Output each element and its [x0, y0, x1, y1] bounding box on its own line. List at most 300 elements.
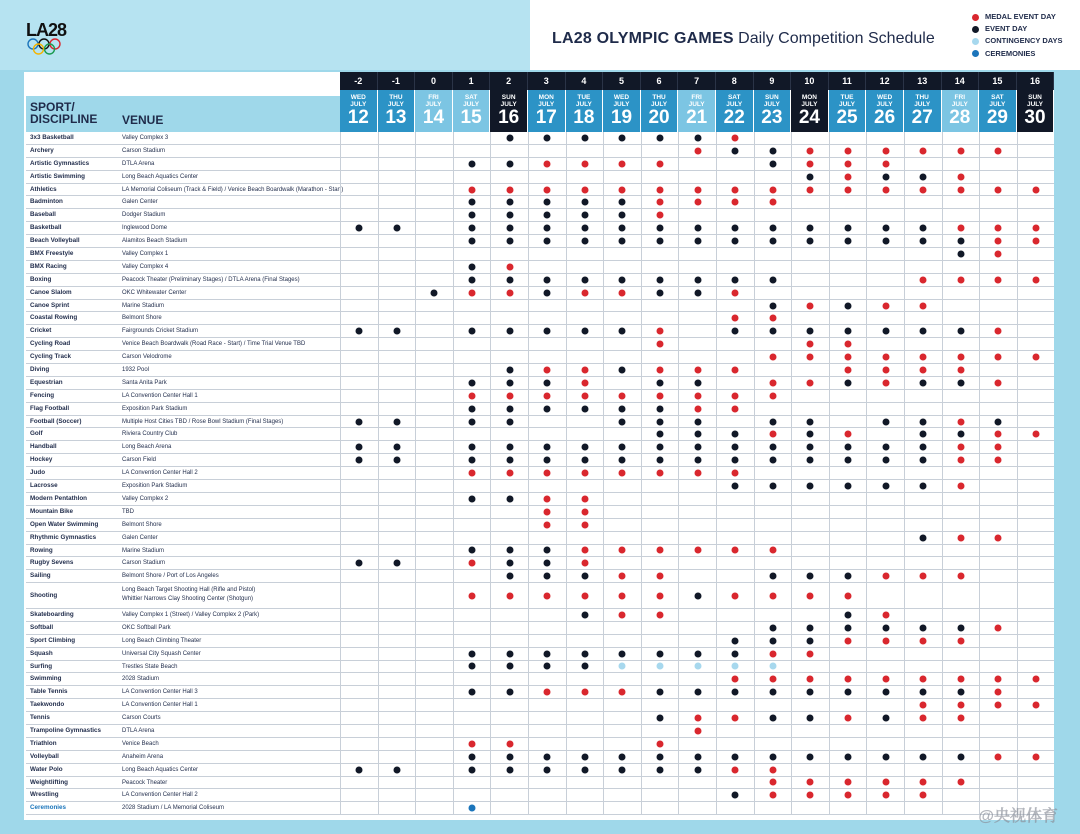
medal-event-dot [657, 740, 664, 747]
medal-event-dot [657, 186, 664, 193]
venue-name: Fairgrounds Cricket Stadium [122, 328, 199, 335]
table-row [26, 287, 1054, 300]
day-cell [641, 480, 679, 492]
day-cell [528, 145, 566, 157]
day-cell [566, 454, 604, 466]
day-cell [453, 661, 491, 673]
day-cell [528, 428, 566, 440]
date-cell [791, 90, 829, 132]
event-day-dot [619, 650, 626, 657]
day-cell [942, 764, 980, 776]
day-cell [490, 583, 528, 608]
day-cell [641, 428, 679, 440]
medal-event-dot [807, 186, 814, 193]
day-cell [566, 635, 604, 647]
sport-name: Football (Soccer) [30, 417, 82, 425]
medal-event-dot [694, 199, 701, 206]
day-cell [829, 802, 867, 814]
month-label: JULY [651, 101, 668, 108]
day-cell [566, 557, 604, 569]
day-cell [415, 686, 453, 698]
day-cell [1017, 480, 1055, 492]
day-cells [340, 661, 1054, 673]
venue-name: Marine Stadium [122, 302, 165, 309]
event-day-dot [807, 624, 814, 631]
day-cell [453, 351, 491, 363]
day-cell [1017, 325, 1055, 337]
venue-name: Long Beach Aquatics Center [122, 173, 199, 180]
day-cell [904, 184, 942, 196]
medal-event-dot [544, 521, 551, 528]
day-cell [641, 377, 679, 389]
weekday-label: SUN [764, 94, 779, 101]
event-day-dot [506, 560, 513, 567]
day-cell [603, 506, 641, 518]
day-cell [979, 403, 1017, 415]
day-cell [415, 209, 453, 221]
day-cell [904, 570, 942, 582]
day-cell [603, 364, 641, 376]
sport-name: Shooting [30, 592, 58, 600]
day-cell [378, 635, 416, 647]
day-cell [754, 557, 792, 569]
day-cell [490, 467, 528, 479]
day-cell [603, 712, 641, 724]
day-cell [829, 364, 867, 376]
day-cell [904, 441, 942, 453]
day-cell [340, 377, 378, 389]
day-cell [979, 622, 1017, 634]
day-cell [340, 699, 378, 711]
day-cell [791, 480, 829, 492]
day-cell [641, 467, 679, 479]
day-cell [603, 725, 641, 737]
sport-name: Fencing [30, 391, 55, 399]
venue-name: Galen Center [122, 534, 158, 541]
day-cell [453, 519, 491, 531]
day-cell [641, 145, 679, 157]
day-cell [340, 751, 378, 763]
event-day-dot [356, 418, 363, 425]
medal-event-dot [995, 379, 1002, 386]
day-cell [528, 583, 566, 608]
day-cell [1017, 699, 1055, 711]
day-cell [716, 519, 754, 531]
date-number: 21 [686, 107, 708, 128]
month-label: JULY [538, 101, 555, 108]
event-day-dot [581, 238, 588, 245]
event-day-dot [769, 637, 776, 644]
medal-event-dot [882, 676, 889, 683]
medal-event-dot [657, 199, 664, 206]
event-day-dot [544, 444, 551, 451]
day-cell [453, 467, 491, 479]
event-day-dot [845, 238, 852, 245]
day-cell [716, 416, 754, 428]
day-cell [603, 789, 641, 801]
day-cell [603, 132, 641, 144]
medal-event-dot [807, 147, 814, 154]
day-cell [490, 519, 528, 531]
event-day-dot [882, 715, 889, 722]
venue-name: Marine Stadium [122, 547, 165, 554]
event-day-dot [769, 457, 776, 464]
day-cell [340, 802, 378, 814]
day-cell [566, 196, 604, 208]
day-cell [716, 609, 754, 621]
event-day-dot [581, 650, 588, 657]
event-day-dot [393, 328, 400, 335]
day-cell [453, 145, 491, 157]
day-cell [378, 609, 416, 621]
day-cell [829, 570, 867, 582]
day-cell [942, 338, 980, 350]
day-cell [754, 441, 792, 453]
day-cell [829, 158, 867, 170]
event-day-dot [957, 250, 964, 257]
medal-event-dot [657, 328, 664, 335]
day-cell [603, 390, 641, 402]
day-cell [1017, 686, 1055, 698]
day-cell [566, 312, 604, 324]
medal-event-dot [957, 173, 964, 180]
event-day-dot [506, 276, 513, 283]
medal-event-dot [581, 560, 588, 567]
venue-name: Long Beach Aquatics Center [122, 766, 199, 773]
day-cell [453, 751, 491, 763]
day-cell [490, 261, 528, 273]
day-cell [453, 132, 491, 144]
event-day-dot [694, 289, 701, 296]
medal-event-dot [619, 547, 626, 554]
event-day-dot [581, 328, 588, 335]
event-day-dot [694, 444, 701, 451]
medal-event-dot [506, 740, 513, 747]
day-cell [415, 364, 453, 376]
event-day-dot [469, 547, 476, 554]
day-cell [603, 802, 641, 814]
day-cells [340, 789, 1054, 801]
event-day-dot [920, 482, 927, 489]
day-cell [603, 648, 641, 660]
event-day-dot [469, 238, 476, 245]
day-cell [603, 519, 641, 531]
date-number: 19 [610, 107, 633, 128]
day-cell [490, 699, 528, 711]
day-cell [754, 802, 792, 814]
event-day-dot [845, 225, 852, 232]
day-cell [791, 145, 829, 157]
day-cell [378, 158, 416, 170]
day-cell [942, 506, 980, 518]
day-cell [378, 441, 416, 453]
event-day-dot [469, 212, 476, 219]
medal-event-dot [995, 354, 1002, 361]
event-day-dot [544, 753, 551, 760]
date-number: 30 [1024, 107, 1046, 128]
date-number: 15 [460, 107, 482, 128]
event-day-dot [506, 457, 513, 464]
header-background [0, 0, 530, 70]
day-cell [904, 403, 942, 415]
event-day-dot [619, 766, 626, 773]
day-cell [791, 622, 829, 634]
event-day-dot [393, 766, 400, 773]
date-cell [904, 90, 942, 132]
column-header-sport: SPORT/ DISCIPLINE [30, 100, 98, 126]
day-cell [566, 428, 604, 440]
medal-event-dot [694, 715, 701, 722]
day-cell [904, 467, 942, 479]
day-cell [678, 751, 716, 763]
day-cell [942, 583, 980, 608]
day-cell [528, 287, 566, 299]
day-cell [791, 312, 829, 324]
venue-name: LA Convention Center Hall 2 [122, 792, 198, 799]
venue-name: LA Convention Center Hall 1 [122, 392, 198, 399]
event-day-dot [544, 199, 551, 206]
day-cell [791, 467, 829, 479]
day-cell [829, 506, 867, 518]
day-cell [904, 764, 942, 776]
event-day-dot [581, 225, 588, 232]
day-cell [716, 325, 754, 337]
venue-name: Exposition Park Stadium [122, 405, 188, 412]
day-cell [678, 196, 716, 208]
event-day-dot [920, 624, 927, 631]
day-cell [641, 454, 679, 466]
day-cell [904, 583, 942, 608]
day-cell [1017, 132, 1055, 144]
day-cell [678, 725, 716, 737]
day-cell [791, 777, 829, 789]
day-cell [979, 686, 1017, 698]
event-day-dot [882, 173, 889, 180]
medal-event-dot [732, 547, 739, 554]
medal-event-dot [769, 766, 776, 773]
event-day-dot [769, 715, 776, 722]
day-cells [340, 287, 1054, 299]
table-row [26, 390, 1054, 403]
day-cell [453, 196, 491, 208]
medal-event-dot [920, 354, 927, 361]
day-cell [942, 145, 980, 157]
day-cell [490, 351, 528, 363]
day-cell [528, 725, 566, 737]
day-cell [1017, 403, 1055, 415]
table-row [26, 416, 1054, 429]
event-day-dot [807, 753, 814, 760]
medal-event-dot [694, 405, 701, 412]
day-cell [791, 738, 829, 750]
event-day-dot [506, 225, 513, 232]
table-row [26, 661, 1054, 674]
day-cell [904, 725, 942, 737]
logo-text: LA28 [26, 20, 67, 40]
day-cell [754, 416, 792, 428]
day-cell [378, 454, 416, 466]
day-cell [641, 222, 679, 234]
day-cell [641, 802, 679, 814]
day-cell [866, 390, 904, 402]
day-cell [791, 493, 829, 505]
day-cell [791, 570, 829, 582]
table-row [26, 635, 1054, 648]
event-day-dot [657, 238, 664, 245]
day-cell [678, 222, 716, 234]
day-cell [415, 648, 453, 660]
day-cell [1017, 222, 1055, 234]
date-cell [754, 90, 792, 132]
weekday-label: MON [801, 94, 817, 101]
event-day-dot [469, 753, 476, 760]
event-day-dot [657, 457, 664, 464]
day-cell [791, 635, 829, 647]
day-cell [603, 454, 641, 466]
day-number: 14 [942, 72, 980, 90]
day-cell [866, 802, 904, 814]
event-day-dot [619, 457, 626, 464]
medal-event-dot [694, 392, 701, 399]
day-cell [415, 145, 453, 157]
day-cell [453, 545, 491, 557]
sport-name: Artistic Gymnastics [30, 159, 90, 167]
day-cell [378, 351, 416, 363]
day-cell [415, 673, 453, 685]
medal-event-dot [957, 702, 964, 709]
day-cell [979, 635, 1017, 647]
day-cell [490, 686, 528, 698]
medal-event-dot [732, 470, 739, 477]
day-cell [791, 712, 829, 724]
event-day-dot [732, 637, 739, 644]
date-number: 24 [798, 107, 820, 128]
day-cell [1017, 570, 1055, 582]
event-day-dot [769, 573, 776, 580]
day-cell [716, 545, 754, 557]
day-cell [528, 699, 566, 711]
day-cell [415, 312, 453, 324]
day-cell [566, 661, 604, 673]
day-cell [641, 184, 679, 196]
day-cells [340, 377, 1054, 389]
day-cell [340, 261, 378, 273]
table-row [26, 222, 1054, 235]
day-cell [340, 583, 378, 608]
venue-name: Carson Stadium [122, 147, 166, 154]
medal-event-dot [581, 289, 588, 296]
medal-event-dot [957, 444, 964, 451]
day-cell [566, 480, 604, 492]
day-cell [453, 248, 491, 260]
event-day-dot [732, 650, 739, 657]
day-cell [603, 635, 641, 647]
day-cell [791, 441, 829, 453]
day-cell [904, 545, 942, 557]
day-cell [754, 712, 792, 724]
day-cell [528, 171, 566, 183]
event-day-dot [356, 225, 363, 232]
day-cell [678, 699, 716, 711]
day-cell [566, 545, 604, 557]
sport-name: Open Water Swimming [30, 520, 99, 528]
day-cell [641, 764, 679, 776]
day-cell [490, 235, 528, 247]
day-cell [641, 274, 679, 286]
date-number: 13 [385, 107, 407, 128]
medal-event-dot [732, 186, 739, 193]
day-cell [866, 493, 904, 505]
day-cell [979, 248, 1017, 260]
day-cell [453, 648, 491, 660]
day-cell [415, 519, 453, 531]
event-day-dot [957, 624, 964, 631]
event-day-dot [920, 431, 927, 438]
day-cell [566, 300, 604, 312]
day-cell [979, 751, 1017, 763]
day-cell [378, 648, 416, 660]
day-cell [641, 635, 679, 647]
day-cell [678, 377, 716, 389]
event-day-dot [995, 418, 1002, 425]
medal-event-dot [544, 495, 551, 502]
sport-name: Softball [30, 623, 54, 631]
day-cell [1017, 712, 1055, 724]
day-cells [340, 248, 1054, 260]
medal-event-dot [581, 547, 588, 554]
event-day-dot [769, 624, 776, 631]
day-cell [415, 377, 453, 389]
legend-dot-icon [972, 14, 979, 21]
day-cell [528, 622, 566, 634]
day-cell [603, 158, 641, 170]
event-day-dot [769, 418, 776, 425]
medal-event-dot [845, 676, 852, 683]
date-number: 25 [836, 107, 858, 128]
event-day-dot [694, 238, 701, 245]
medal-event-dot [581, 470, 588, 477]
day-cell [866, 300, 904, 312]
sport-name: Ceremonies [30, 804, 67, 812]
day-cell [904, 261, 942, 273]
day-cell [829, 441, 867, 453]
day-cell [1017, 287, 1055, 299]
event-day-dot [807, 328, 814, 335]
medal-event-dot [1032, 238, 1039, 245]
medal-event-dot [920, 302, 927, 309]
day-cell [829, 648, 867, 660]
day-cell [1017, 454, 1055, 466]
day-cell [641, 403, 679, 415]
day-cell [791, 506, 829, 518]
day-cell [716, 184, 754, 196]
event-day-dot [882, 482, 889, 489]
table-row [26, 506, 1054, 519]
day-cell [716, 248, 754, 260]
event-day-dot [619, 405, 626, 412]
day-cell [791, 416, 829, 428]
day-cell [1017, 351, 1055, 363]
day-cell [716, 570, 754, 582]
day-cell [904, 325, 942, 337]
event-day-dot [732, 328, 739, 335]
medal-event-dot [769, 199, 776, 206]
day-cell [378, 235, 416, 247]
day-cell [866, 261, 904, 273]
day-cell [603, 235, 641, 247]
month-label: JULY [801, 101, 818, 108]
day-cell [566, 171, 604, 183]
